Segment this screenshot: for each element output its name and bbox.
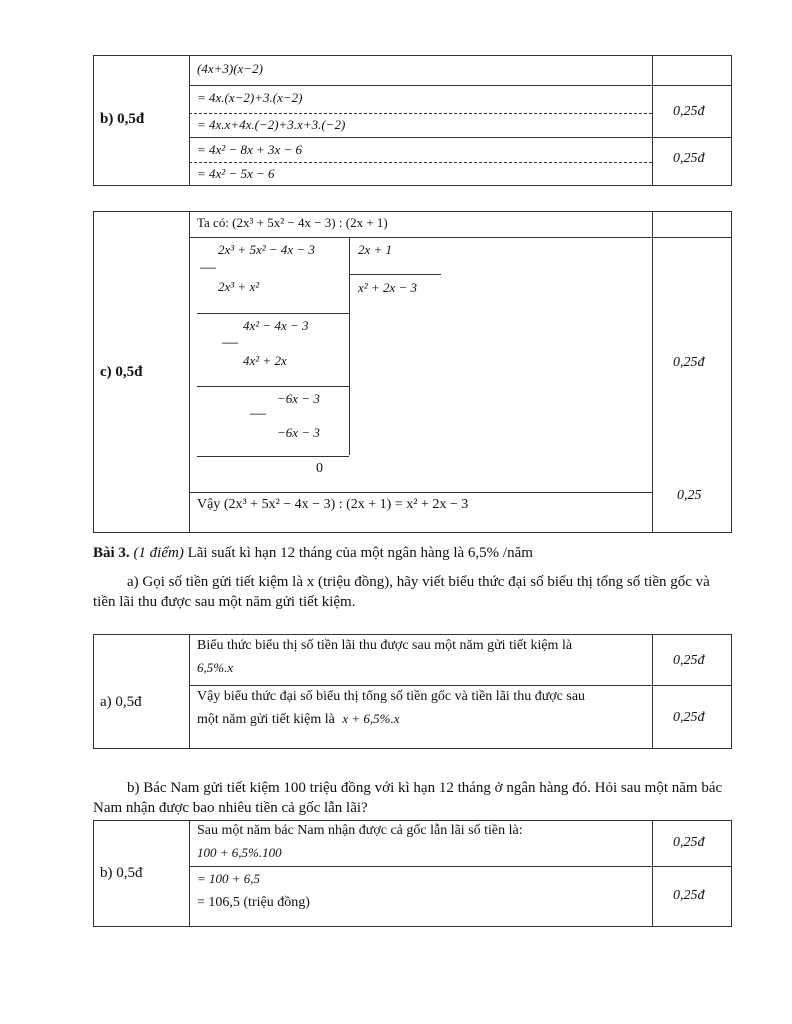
score: 0,25đ — [673, 653, 705, 668]
subtraction-line — [197, 313, 349, 314]
remainder: −6x − 3 — [277, 391, 320, 406]
row-divider — [189, 137, 732, 138]
part-label: b) 0,5đ — [100, 865, 143, 881]
minus-sign: — — [250, 405, 266, 422]
row-divider — [189, 113, 652, 114]
score: 0,25đ — [673, 710, 705, 725]
row-divider — [189, 162, 652, 163]
row-divider — [189, 685, 732, 686]
subtrahend: 4x² + 2x — [243, 353, 287, 368]
expression-line: = 4x² − 8x + 3x − 6 — [197, 142, 303, 157]
quotient-line — [349, 274, 441, 275]
row-text: Sau một năm bác Nam nhận được cả gốc lẫn lãi số tiền là: — [197, 823, 523, 838]
expression-line: = 4x.(x−2)+3.(x−2) — [197, 90, 303, 105]
question-b: b) Bác Nam gửi tiết kiệm 100 triệu đồng với kì hạn 12 tháng ở ngân hàng đó. Hỏi sau một năm bác Nam nhận được bao nhiêu tiền cả gốc lẫn lãi? — [93, 780, 723, 816]
division-intro — [197, 215, 388, 231]
score: 0,25đ — [673, 151, 705, 166]
subtraction-line — [197, 456, 349, 457]
column-divider — [189, 634, 190, 749]
expression-line: = 4x² − 5x − 6 — [197, 166, 275, 181]
part-label: b) 0,5đ — [100, 111, 145, 127]
row-divider — [189, 237, 732, 238]
column-divider — [652, 820, 653, 927]
minus-sign: — — [200, 259, 216, 276]
column-divider — [189, 211, 190, 533]
column-divider — [189, 55, 190, 186]
score: 0,25đ — [673, 355, 705, 370]
row-text: Biểu thức biểu thị số tiền lãi thu được sau một năm gửi tiết kiệm là — [197, 638, 573, 653]
row-divider — [189, 492, 652, 493]
row-expression: 100 + 6,5%.100 — [197, 845, 282, 860]
subtrahend: 2x³ + x² — [218, 279, 260, 294]
part-label: c) 0,5đ — [100, 364, 143, 380]
dividend: 2x³ + 5x² − 4x − 3 — [218, 242, 315, 257]
score: 0,25đ — [673, 104, 705, 119]
remainder: 4x² − 4x − 3 — [243, 318, 309, 333]
division-intro-text: Ta có: (2x³ + 5x² − 4x − 3) : (2x + 1) — [197, 215, 388, 230]
subtraction-line — [197, 386, 349, 387]
question-a: a) Gọi số tiền gửi tiết kiệm là x (triệu đồng), hãy viết biểu thức đại số biểu thị tổng số tiền gốc và tiền lãi thu được sau một năm gửi tiết kiệm. — [93, 574, 710, 610]
column-divider — [189, 820, 190, 927]
exercise-number: Bài 3. — [93, 545, 130, 561]
score: 0,25đ — [673, 888, 705, 903]
subtrahend: −6x − 3 — [277, 425, 320, 440]
row-expression: x + 6,5%.x — [342, 711, 400, 726]
quotient: x² + 2x − 3 — [358, 280, 417, 295]
division-conclusion: Vậy (2x³ + 5x² − 4x − 3) : (2x + 1) = x² + 2x − 3 — [197, 497, 469, 512]
column-divider — [652, 211, 653, 533]
score: 0,25 — [677, 488, 702, 503]
division-bar — [349, 237, 350, 455]
row-expression: = 100 + 6,5 — [197, 871, 261, 886]
row-divider — [189, 85, 732, 86]
exercise-heading — [93, 543, 533, 563]
score: 0,25đ — [673, 835, 705, 850]
exercise-points: (1 điểm) — [133, 545, 184, 561]
row-expression: 6,5%.x — [197, 660, 234, 675]
expression-line: (4x+3)(x−2) — [197, 61, 263, 76]
row-divider — [189, 866, 732, 867]
row-text: Vậy biểu thức đại số biểu thị tổng số tiền gốc và tiền lãi thu được sau — [197, 689, 586, 704]
part-label: a) 0,5đ — [100, 694, 142, 710]
row-text-part: một năm gửi tiết kiệm là — [197, 712, 335, 727]
column-divider — [652, 634, 653, 749]
row-text-cont — [197, 711, 400, 728]
row-result: = 106,5 (triệu đồng) — [197, 895, 310, 910]
expression-line: = 4x.x+4x.(−2)+3.x+3.(−2) — [197, 117, 346, 132]
final-remainder: 0 — [316, 461, 323, 476]
column-divider — [652, 55, 653, 186]
exercise-statement: Lãi suất kì hạn 12 tháng của một ngân hàng là 6,5% /năm — [187, 545, 533, 561]
divisor: 2x + 1 — [358, 242, 393, 257]
minus-sign: — — [222, 334, 238, 351]
